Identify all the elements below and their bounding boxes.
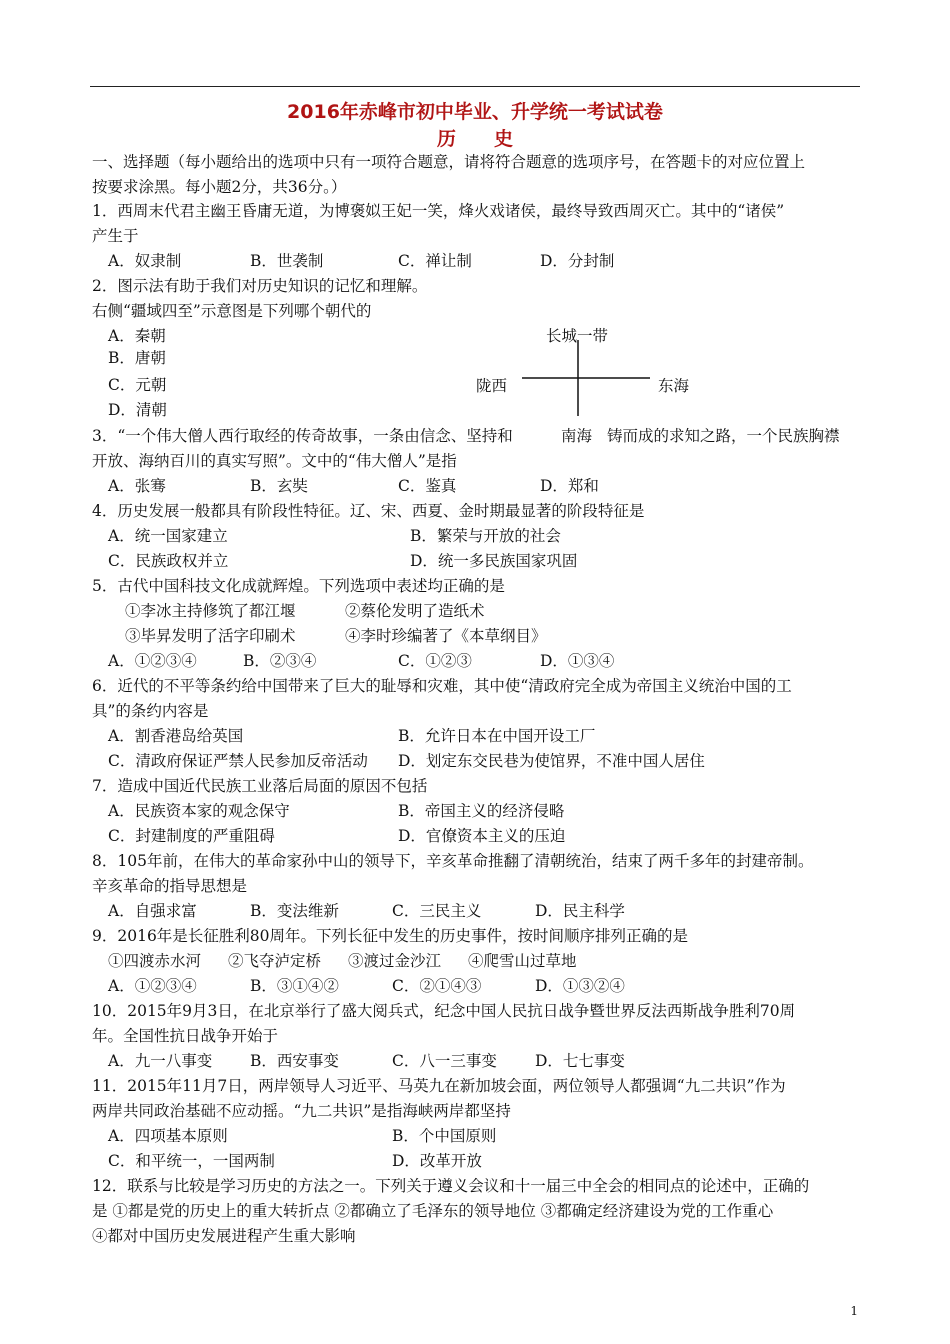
option-d: D．①③②④ [535,977,625,995]
option-c: C．八一三事变 [392,1052,497,1070]
statement-item: ①四渡赤水河 [108,952,202,970]
statement-item: ③渡过金沙江 [348,952,442,970]
option-a: A．张骞 [108,477,166,495]
question-stem: 右侧“疆域四至”示意图是下列哪个朝代的 [92,302,372,320]
option-d: D．分封制 [540,252,615,270]
option-a: A．民族资本家的观念保守 [108,802,290,820]
statement-item: ④李时珍编著了《本草纲目》 [345,627,547,645]
option-a: A．自强求富 [108,902,197,920]
option-c: C．禅让制 [398,252,472,270]
question-stem: 年。全国性抗日战争开始于 [92,1027,279,1045]
exam-title: 2016年赤峰市初中毕业、升学统一考试试卷 [287,101,663,123]
option-b: B．变法维新 [250,902,339,920]
question-stem: ④都对中国历史发展进程产生重大影响 [92,1227,356,1245]
subject-title: 历 史 [436,128,513,150]
question-stem: 开放、海纳百川的真实写照”。文中的“伟大僧人”是指 [92,452,457,470]
option-b: B．西安事变 [250,1052,339,1070]
option-c: C．清政府保证严禁人民参加反帝活动 [108,752,368,770]
question-stem: 两岸共同政治基础不应动摇。“九二共识”是指海峡两岸都坚持 [92,1102,511,1120]
diagram-label-east: 东海 [658,377,690,395]
option-a: A．秦朝 [108,327,166,345]
question-stem: 11．2015年11月7日，两岸领导人习近平、马英九在新加坡会面，两位领导人都强调“九二共识”作为 [92,1077,786,1095]
question-stem: 3．“一个伟大僧人西行取经的传奇故事，一条由信念、坚持和 [92,427,513,445]
option-b: B．玄奘 [250,477,308,495]
statement-item: ②蔡伦发明了造纸术 [345,602,485,620]
question-stem: 5．古代中国科技文化成就辉煌。下列选项中表述均正确的是 [92,577,505,595]
option-b: B．允许日本在中国开设工厂 [398,727,596,745]
question-stem: 6．近代的不平等条约给中国带来了巨大的耻辱和灾难，其中使“清政府完全成为帝国主义统治中国的工 [92,677,792,695]
question-stem: 9．2016年是长征胜利80周年。下列长征中发生的历史事件，按时间顺序排列正确的是 [92,927,689,945]
page-number: 1 [850,1304,858,1318]
question-stem: 铸而成的求知之路，一个民族胸襟 [607,427,840,445]
section-intro: 按要求涂黑。每小题2分，共36分。） [92,178,347,196]
question-stem: 2．图示法有助于我们对历史知识的记忆和理解。 [92,277,428,295]
statement-item: ③毕昇发明了活字印刷术 [125,627,296,645]
statement-item: ①李冰主持修筑了都江堰 [125,602,296,620]
question-stem: 10．2015年9月3日，在北京举行了盛大阅兵式，纪念中国人民抗日战争暨世界反法西斯战争胜利70周 [92,1002,796,1020]
option-b: B．帝国主义的经济侵略 [398,802,565,820]
option-c: C．元朝 [108,376,167,394]
question-stem: 产生于 [92,227,139,245]
option-b: B．个中国原则 [392,1127,497,1145]
statement-item: ②飞夺泸定桥 [228,952,322,970]
question-stem: 1．西周末代君主幽王昏庸无道，为博褒姒王妃一笑，烽火戏诸侯，最终导致西周灭亡。其中的“诸侯” [92,202,785,220]
option-d: D．统一多民族国家巩固 [410,552,578,570]
question-stem: 4．历史发展一般都具有阶段性特征。辽、宋、西夏、金时期最显著的阶段特征是 [92,502,645,520]
option-c: C．民族政权并立 [108,552,229,570]
option-d: D．改革开放 [392,1152,482,1170]
option-c: C．三民主义 [392,902,482,920]
option-b: B．③①④② [250,977,339,995]
option-d: D．七七事变 [535,1052,625,1070]
statement-item: ④爬雪山过草地 [468,952,577,970]
option-d: D．民主科学 [535,902,625,920]
question-stem: 8．105年前，在伟大的革命家孙中山的领导下，辛亥革命推翻了清朝统治，结束了两千多年的封建帝制。 [92,852,814,870]
option-a: A．奴隶制 [108,252,182,270]
question-stem: 7．造成中国近代民族工业落后局面的原因不包括 [92,777,428,795]
question-stem: 是 ①都是党的历史上的重大转折点 ②都确立了毛泽东的领导地位 ③都确定经济建设为党的工作重心 [92,1202,774,1220]
option-b: B．②③④ [243,652,317,670]
diagram-label-north: 长城一带 [546,327,609,345]
section-intro: 一、选择题（每小题给出的选项中只有一项符合题意，请将符合题意的选项序号，在答题卡的对应位置上 [92,153,806,171]
question-stem: 具”的条约内容是 [92,702,209,720]
option-c: C．封建制度的严重阻碍 [108,827,275,845]
option-d: D．①③④ [540,652,615,670]
header-rule [90,86,860,87]
option-b: B．繁荣与开放的社会 [410,527,561,545]
option-c: C．①②③ [398,652,472,670]
option-b: B．唐朝 [108,349,166,367]
option-b: B．世袭制 [250,252,324,270]
option-a: A．①②③④ [108,977,197,995]
option-a: A．割香港岛给英国 [108,727,244,745]
question-stem: 12．联系与比较是学习历史的方法之一。下列关于遵义会议和十一届三中全会的相同点的论述中，正确的 [92,1177,810,1195]
diagram-label-south: 南海 [561,427,593,445]
option-d: D．官僚资本主义的压迫 [398,827,566,845]
option-c: C．②①④③ [392,977,482,995]
option-d: D．划定东交民巷为使馆界，不准中国人居住 [398,752,705,770]
diagram-label-west: 陇西 [476,377,508,395]
option-a: A．九一八事变 [108,1052,213,1070]
option-a: A．①②③④ [108,652,197,670]
option-d: D．郑和 [540,477,599,495]
option-a: A．统一国家建立 [108,527,228,545]
option-a: A．四项基本原则 [108,1127,228,1145]
option-c: C．和平统一，一国两制 [108,1152,275,1170]
option-c: C．鉴真 [398,477,457,495]
option-d: D．清朝 [108,401,167,419]
question-stem: 辛亥革命的指导思想是 [92,877,248,895]
